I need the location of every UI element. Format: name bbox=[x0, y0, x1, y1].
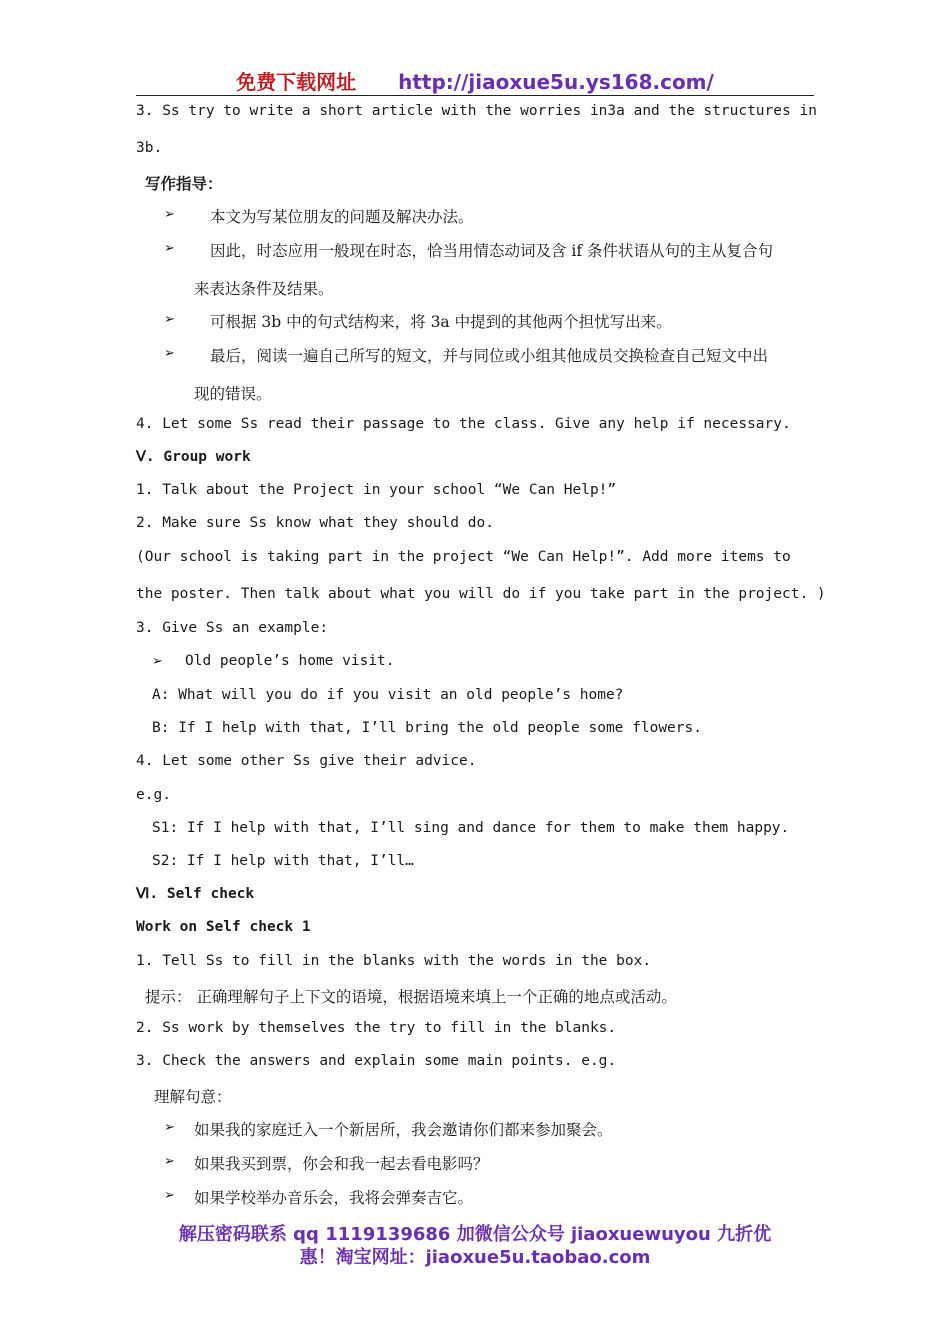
guide-item-cont: 现的错误。 bbox=[194, 385, 272, 403]
sentence-item: 如果我买到票，你会和我一起去看电影吗？ bbox=[194, 1155, 489, 1173]
dialogue-a: A: What will you do if you visit an old people’s home? bbox=[152, 687, 624, 703]
guide-item: 可根据 3b 中的句式结构来，将 3a 中提到的其他两个担忧写出来。 bbox=[210, 313, 672, 331]
section-group-work: Ⅴ. Group work bbox=[136, 449, 251, 465]
dialogue-b: B: If I help with that, I’ll bring the old people some flowers. bbox=[152, 720, 702, 736]
understand-label: 理解句意： bbox=[154, 1088, 232, 1106]
group-work-step: 4. Let some other Ss give their advice. bbox=[136, 753, 477, 769]
sentence-item: 如果我的家庭迁入一个新居所，我会邀请你们都来参加聚会。 bbox=[194, 1121, 613, 1139]
bullet-icon: ➢ bbox=[164, 346, 175, 361]
bullet-icon: ➢ bbox=[152, 654, 163, 669]
group-work-step: 3. Give Ss an example: bbox=[136, 620, 329, 636]
site-url[interactable]: http://jiaoxue5u.ys168.com/ bbox=[398, 70, 714, 94]
self-check-step: 3. Check the answers and explain some main points. e.g. bbox=[136, 1053, 617, 1069]
step-3-line: 3. Ss try to write a short article with the worries in3a and the structures in bbox=[136, 103, 817, 119]
self-check-step: 2. Ss work by themselves the try to fill in the blanks. bbox=[136, 1020, 617, 1036]
step-4-line: 4. Let some Ss read their passage to the class. Give any help if necessary. bbox=[136, 416, 791, 432]
step-3-line-cont: 3b. bbox=[136, 140, 163, 156]
section-self-check: Ⅵ. Self check bbox=[136, 886, 255, 902]
eg-label: e.g. bbox=[136, 787, 171, 803]
footer-line[interactable]: 惠！淘宝网址：jiaoxue5u.taobao.com bbox=[299, 1247, 651, 1268]
bullet-icon: ➢ bbox=[164, 207, 175, 222]
group-work-step: 1. Talk about the Project in your school “We Can Help!” bbox=[136, 482, 617, 498]
guide-item-cont: 来表达条件及结果。 bbox=[194, 280, 334, 298]
header-divider bbox=[136, 95, 814, 96]
self-check-step: 1. Tell Ss to fill in the blanks with the words in the box. bbox=[136, 953, 652, 969]
sentence-item: 如果学校举办音乐会，我将会弹奏吉它。 bbox=[194, 1189, 474, 1207]
writing-guide-title: 写作指导： bbox=[145, 174, 223, 193]
bullet-icon: ➢ bbox=[164, 241, 175, 256]
self-check-title: Work on Self check 1 bbox=[136, 919, 311, 935]
bullet-icon: ➢ bbox=[164, 1120, 175, 1135]
bullet-icon: ➢ bbox=[164, 1188, 175, 1203]
bullet-icon: ➢ bbox=[164, 1154, 175, 1169]
example-bullet: Old people’s home visit. bbox=[185, 653, 395, 669]
advice-s1: S1: If I help with that, I’ll sing and dance for them to make them happy. bbox=[152, 820, 790, 836]
advice-s2: S2: If I help with that, I’ll… bbox=[152, 853, 414, 869]
site-label: 免费下载网址 bbox=[236, 70, 357, 94]
guide-item: 最后，阅读一遍自己所写的短文，并与同位或小组其他成员交换检查自己短文中出 bbox=[210, 347, 769, 365]
guide-item: 因此，时态应用一般现在时态，恰当用情态动词及含 if 条件状语从句的主从复合句 bbox=[210, 242, 774, 260]
bullet-icon: ➢ bbox=[164, 312, 175, 327]
hint-line: 提示： 正确理解句子上下文的语境，根据语境来填上一个正确的地点或活动。 bbox=[145, 988, 677, 1006]
page-header bbox=[0, 66, 950, 95]
group-work-step: 2. Make sure Ss know what they should do. bbox=[136, 515, 494, 531]
group-work-note: (Our school is taking part in the project “We Can Help!”. Add more items to bbox=[136, 549, 791, 565]
guide-item: 本文为写某位朋友的问题及解决办法。 bbox=[210, 208, 474, 226]
group-work-note: the poster. Then talk about what you will do if you take part in the project. ) bbox=[136, 586, 826, 602]
footer-line: 解压密码联系 qq 1119139686 加微信公众号 jiaoxuewuyou 九折优 bbox=[178, 1224, 772, 1245]
